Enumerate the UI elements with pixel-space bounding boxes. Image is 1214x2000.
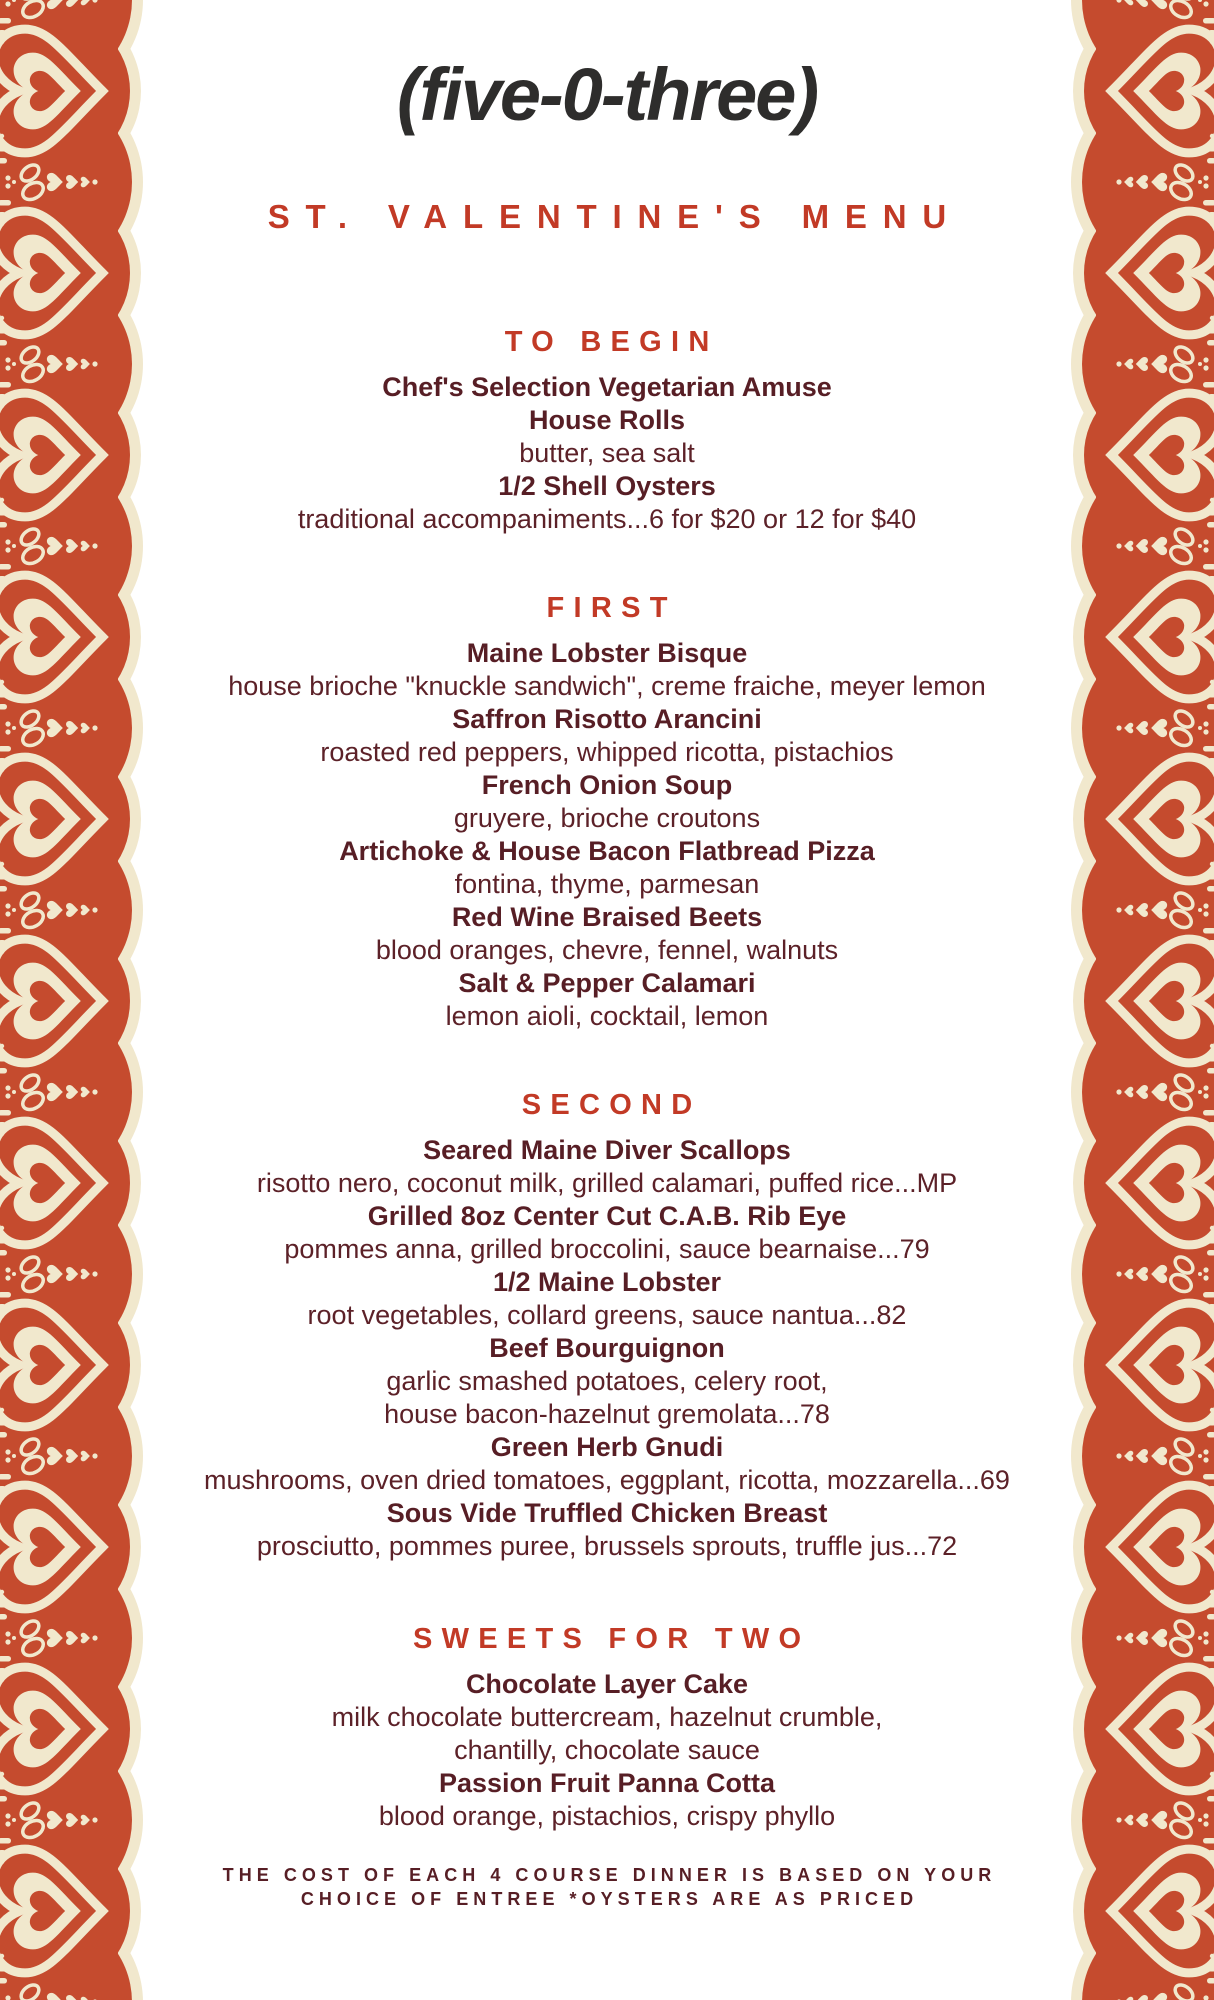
menu-item-description: risotto nero, coconut milk, grilled calamari, puffed rice...MP — [256, 1168, 958, 1198]
menu-item-description: house bacon-hazelnut gremolata...78 — [384, 1399, 830, 1429]
restaurant-name: (five-0-three) — [396, 53, 818, 136]
menu-item-name: Green Herb Gnudi — [490, 1432, 724, 1462]
footer-line: THE COST OF EACH 4 COURSE DINNER IS BASED ON YOUR — [222, 1865, 997, 1885]
menu-item-description: pommes anna, grilled broccolini, sauce bearnaise...79 — [284, 1234, 930, 1264]
menu-sections — [204, 236, 1010, 1833]
menu-item-name: Salt & Pepper Calamari — [458, 968, 756, 998]
menu-item-name: 1/2 Maine Lobster — [492, 1267, 722, 1297]
menu-item-name: Chocolate Layer Cake — [465, 1669, 749, 1699]
menu-section — [204, 326, 1010, 536]
menu-item-description: garlic smashed potatoes, celery root, — [386, 1366, 828, 1396]
menu-item-description: mushrooms, oven dried tomatoes, eggplant, ricotta, mozzarella...69 — [204, 1465, 1010, 1495]
menu-footer — [218, 1863, 997, 1911]
menu-section — [204, 1623, 1010, 1833]
heart-lace-border-right-icon — [1064, 0, 1214, 2000]
menu-item-name: French Onion Soup — [481, 770, 733, 800]
section-heading: FIRST — [546, 592, 677, 624]
menu-item-name: Seared Maine Diver Scallops — [423, 1135, 791, 1165]
menu-item-name: Maine Lobster Bisque — [466, 638, 748, 668]
menu-item-name: Red Wine Braised Beets — [451, 902, 763, 932]
menu-item-description: blood oranges, chevre, fennel, walnuts — [375, 935, 839, 965]
heart-lace-border-left-icon — [0, 0, 150, 2000]
menu-item-description: lemon aioli, cocktail, lemon — [445, 1001, 769, 1031]
menu-item-description: prosciutto, pommes puree, brussels sprouts, truffle jus...72 — [256, 1531, 958, 1561]
section-heading: TO BEGIN — [504, 326, 719, 358]
menu-item-name: Saffron Risotto Arancini — [452, 704, 762, 734]
menu-item-name: Sous Vide Truffled Chicken Breast — [386, 1498, 828, 1528]
menu-item-name: Grilled 8oz Center Cut C.A.B. Rib Eye — [367, 1201, 847, 1231]
menu-item-description: gruyere, brioche croutons — [453, 803, 761, 833]
menu-section — [204, 592, 1010, 1033]
menu-item-name: 1/2 Shell Oysters — [498, 471, 716, 501]
menu-item-description: fontina, thyme, parmesan — [454, 869, 760, 899]
menu-title: ST. VALENTINE'S MENU — [267, 198, 963, 235]
menu-item-name: Passion Fruit Panna Cotta — [438, 1768, 776, 1798]
menu-item-description: root vegetables, collard greens, sauce nantua...82 — [307, 1300, 907, 1330]
footer-line: CHOICE OF ENTREE *OYSTERS ARE AS PRICED — [300, 1889, 919, 1909]
menu-item-description: house brioche "knuckle sandwich", creme fraiche, meyer lemon — [228, 671, 986, 701]
menu-section — [204, 1089, 1010, 1563]
menu-item-description: traditional accompaniments...6 for $20 or 12 for $40 — [297, 504, 917, 534]
menu-item-name: House Rolls — [528, 405, 686, 435]
section-heading: SECOND — [521, 1089, 702, 1121]
section-heading: SWEETS FOR TWO — [412, 1623, 811, 1655]
menu-item-name: Beef Bourguignon — [489, 1333, 725, 1363]
menu-item-name: Chef's Selection Vegetarian Amuse — [382, 372, 832, 402]
menu-item-description: chantilly, chocolate sauce — [454, 1735, 760, 1765]
menu-item-name: Artichoke & House Bacon Flatbread Pizza — [339, 836, 875, 866]
menu-content — [150, 0, 1064, 2000]
menu-item-description: roasted red peppers, whipped ricotta, pistachios — [320, 737, 894, 767]
menu-item-description: milk chocolate buttercream, hazelnut crumble, — [331, 1702, 883, 1732]
menu-item-description: butter, sea salt — [519, 438, 695, 468]
menu-item-description: blood orange, pistachios, crispy phyllo — [378, 1801, 836, 1831]
